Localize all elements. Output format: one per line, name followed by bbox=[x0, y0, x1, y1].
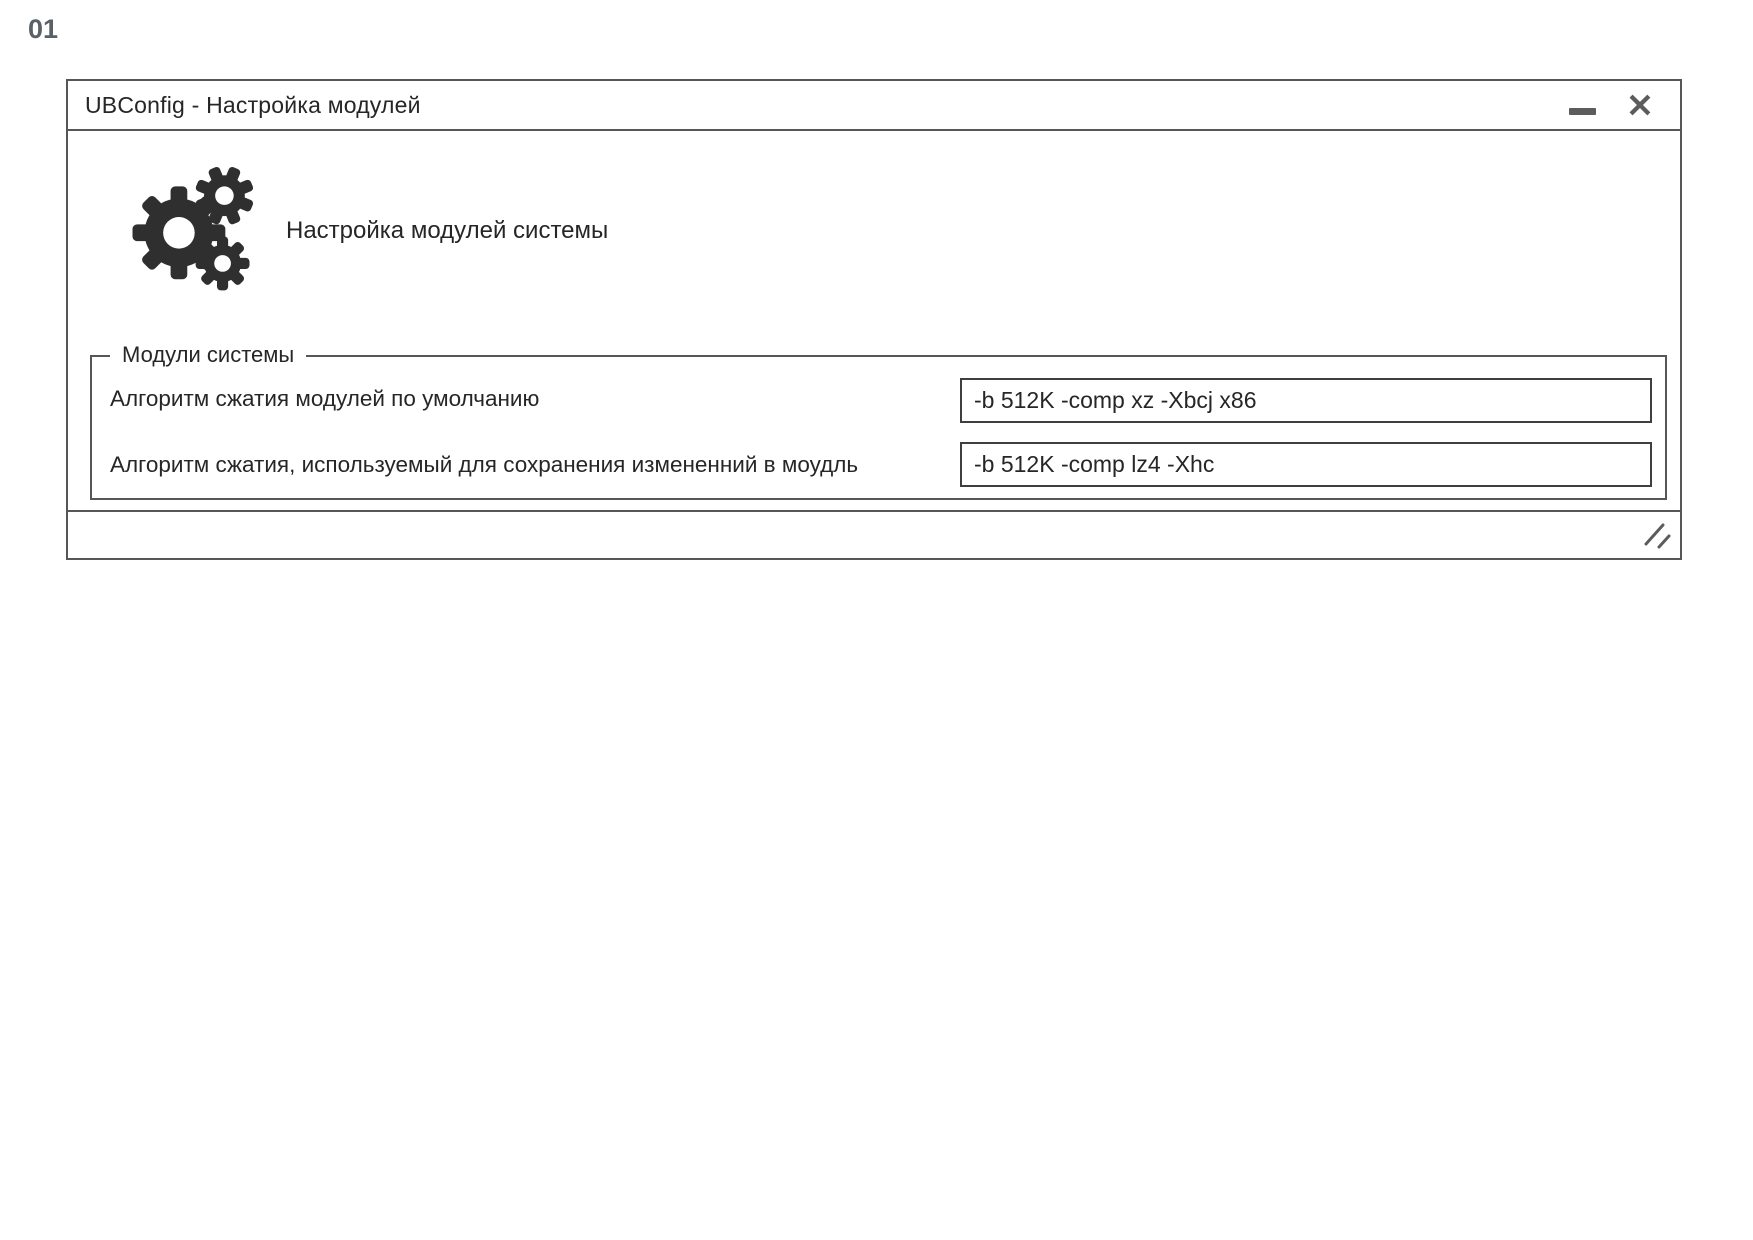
modules-groupbox bbox=[90, 342, 1667, 500]
close-button[interactable] bbox=[1620, 85, 1660, 125]
close-icon: ✕ bbox=[1626, 86, 1654, 124]
page-title: Настройка модулей системы bbox=[286, 217, 609, 244]
minimize-icon bbox=[1569, 108, 1596, 115]
save-compression-label: Алгоритм сжатия, используемый для сохранения измененний в моудль bbox=[110, 452, 859, 477]
gears-icon bbox=[126, 165, 256, 295]
title-bar[interactable] bbox=[68, 81, 1680, 131]
status-bar bbox=[68, 510, 1680, 556]
resize-grip-icon[interactable] bbox=[1644, 522, 1672, 550]
save-compression-input[interactable] bbox=[960, 442, 1652, 487]
app-window bbox=[66, 79, 1682, 560]
page-number-label: 01 bbox=[28, 14, 59, 44]
window-title: UBConfig - Настройка модулей bbox=[85, 91, 421, 118]
groupbox-legend: Модули системы bbox=[110, 342, 306, 368]
default-compression-label: Алгоритм сжатия модулей по умолчанию bbox=[110, 386, 540, 411]
default-compression-input[interactable] bbox=[960, 378, 1652, 423]
window-content bbox=[68, 131, 1680, 556]
minimize-button[interactable] bbox=[1562, 87, 1602, 123]
